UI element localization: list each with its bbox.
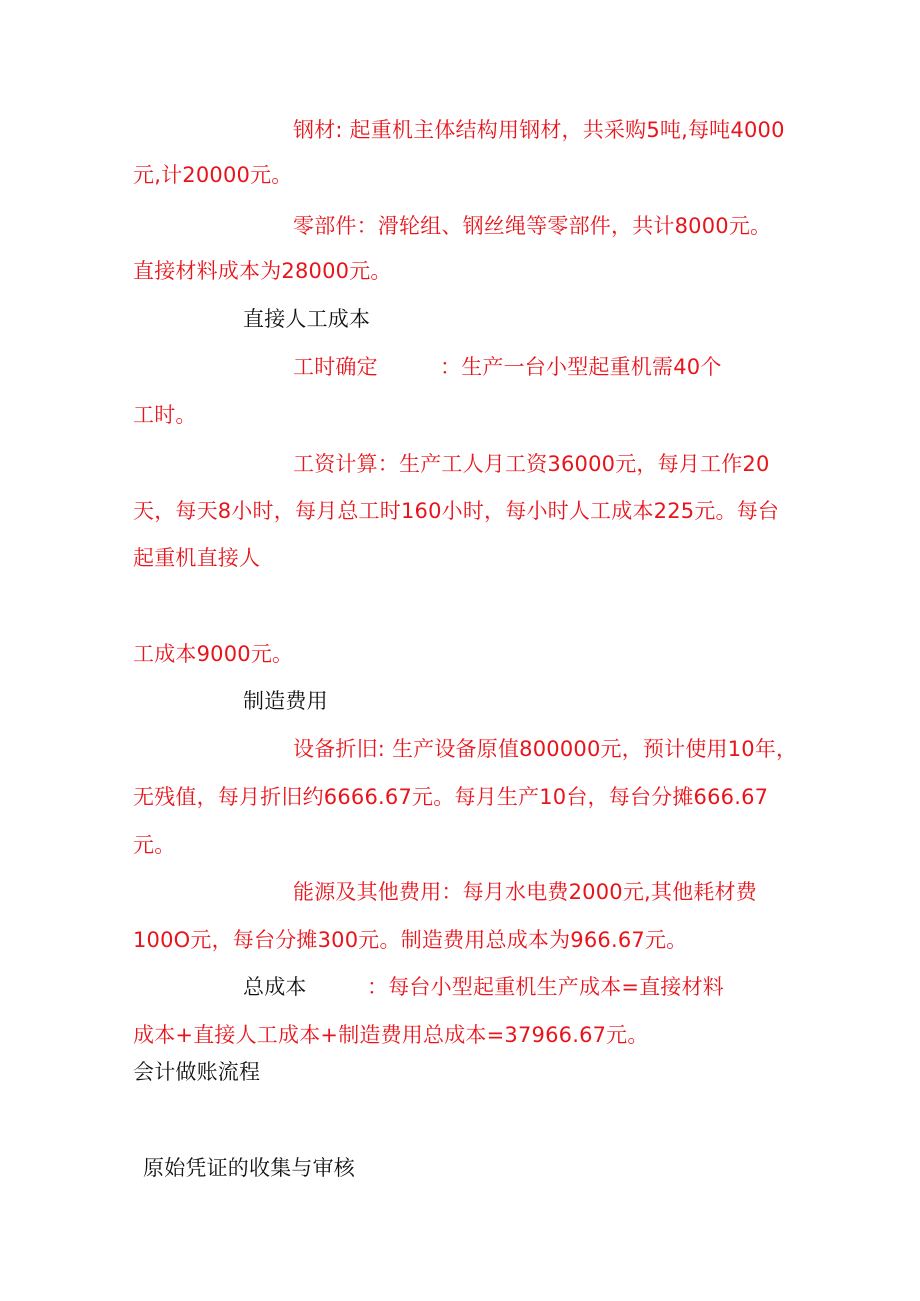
- wage-line-3: 起重机直接人: [133, 546, 261, 570]
- steel-line-1: 钢材: 起重机主体结构用钢材，共采购5吨,每吨4000: [293, 118, 785, 142]
- hours-line-2: 工时。: [133, 403, 197, 427]
- steel-line-2: 元,计20000元。: [133, 163, 293, 187]
- depreciation-line-2: 无残值，每月折旧约6666.67元。每月生产10台，每台分摊666.67: [133, 785, 769, 809]
- hours-label: 工时确定: [293, 355, 378, 379]
- total-cost-line-2: 成本+直接人工成本+制造费用总成本=37966.67元。: [133, 1023, 649, 1047]
- energy-line-2: 100O元，每台分摊300元。制造费用总成本为966.67元。: [133, 928, 688, 952]
- wage-line-2: 天，每天8小时，每月总工时160小时，每小时人工成本225元。每台: [133, 499, 780, 523]
- depreciation-line-3: 元。: [133, 833, 176, 857]
- wage-line-4: 工成本9000元。: [133, 642, 294, 666]
- parts-line: 零部件：滑轮组、钢丝绳等零部件，共计8000元。: [293, 214, 772, 238]
- total-cost-label: 总成本: [243, 975, 307, 999]
- total-cost-text: ：每台小型起重机生产成本=直接材料: [367, 975, 724, 999]
- direct-materials-total: 直接材料成本为28000元。: [133, 259, 392, 283]
- accounting-subheading: 原始凭证的收集与审核: [143, 1156, 355, 1180]
- overhead-heading: 制造费用: [243, 689, 328, 713]
- energy-line-1: 能源及其他费用：每月水电费2000元,其他耗材费: [293, 880, 757, 904]
- direct-labor-heading: 直接人工成本: [243, 307, 371, 331]
- hours-text: ：生产一台小型起重机需40个: [440, 355, 722, 379]
- depreciation-line-1: 设备折旧: 生产设备原值800000元，预计使用10年，: [293, 737, 798, 761]
- accounting-heading: 会计做账流程: [133, 1060, 261, 1084]
- wage-line-1: 工资计算：生产工人月工资36000元，每月工作20: [293, 452, 770, 476]
